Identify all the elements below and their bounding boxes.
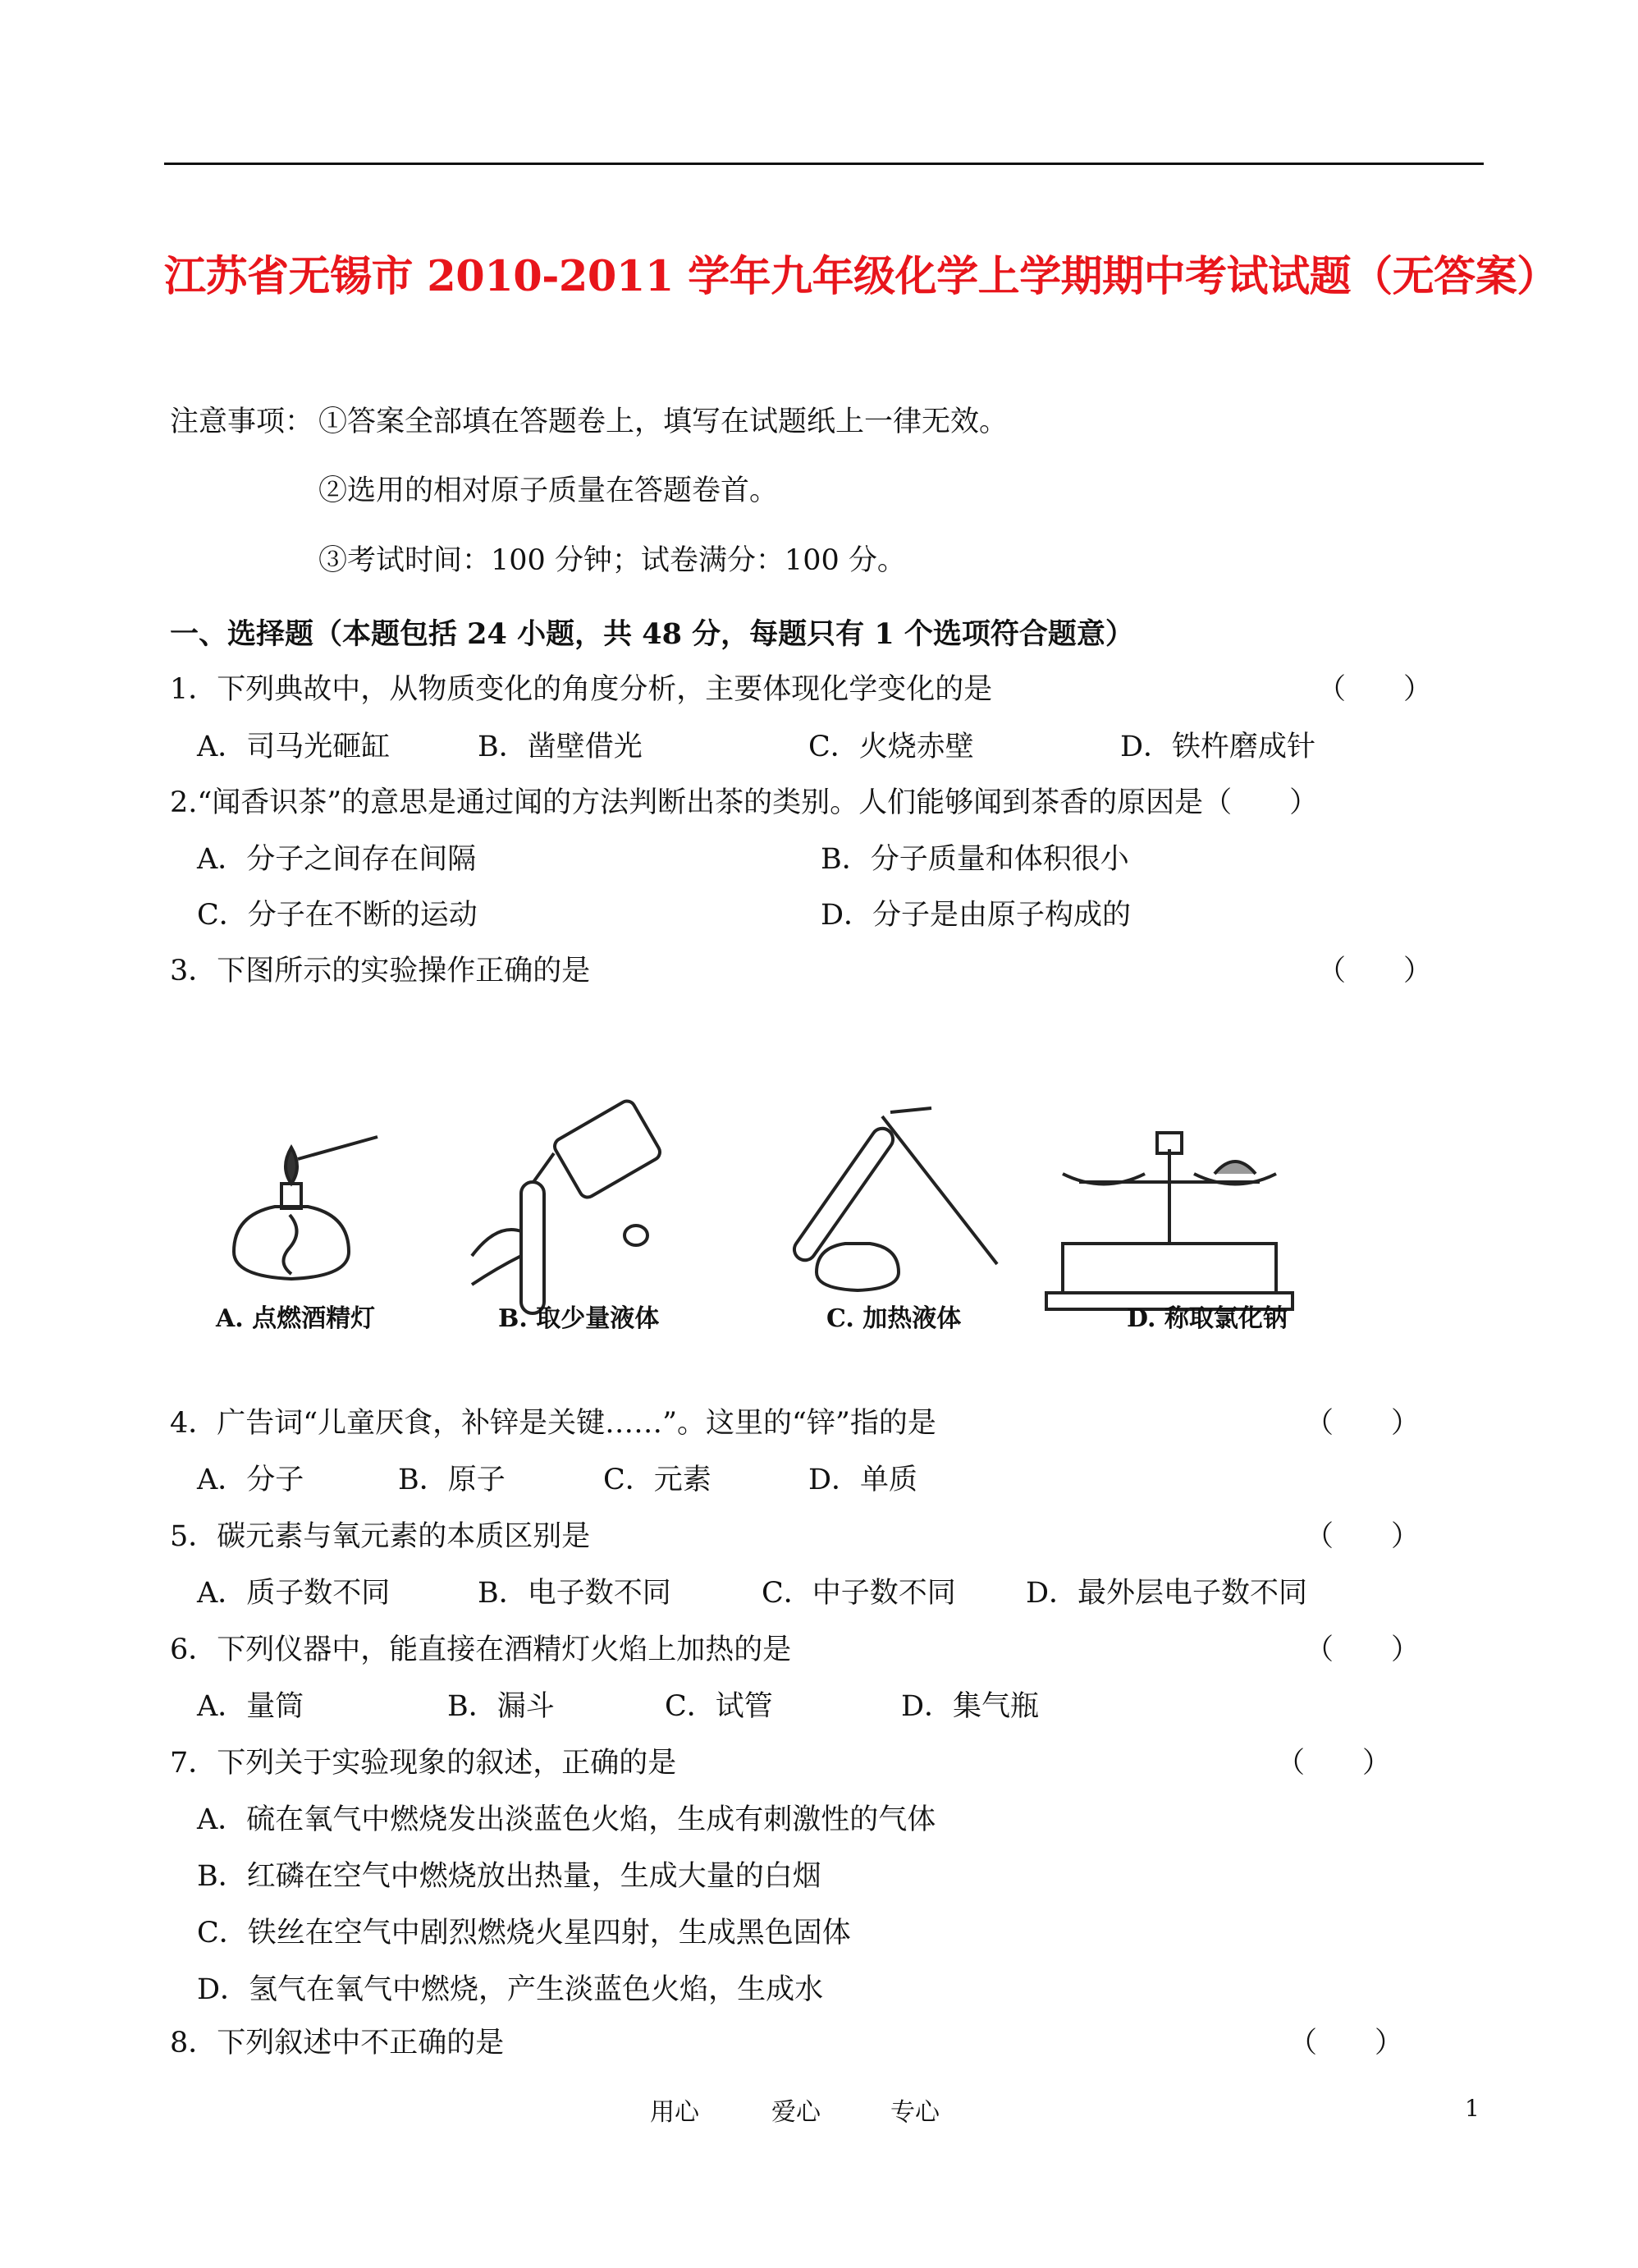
figure-label: C. 加热液体 [826, 1304, 962, 1333]
option: C．铁丝在空气中剧烈燃烧火星四射，生成黑色固体 [197, 1917, 851, 1950]
option: D．集气瓶 [901, 1690, 1040, 1723]
option: A．量筒 [197, 1690, 304, 1723]
pouring-liquid-illustration [472, 1098, 663, 1313]
section-heading: 一、选择题（本题包括 24 小题，共 48 分，每题只有 1 个选项符合题意） [170, 617, 1134, 651]
answer-paren: （ ） [1305, 1407, 1421, 1440]
answer-paren: （ ） [1276, 1747, 1392, 1780]
option: A．司马光砸缸 [197, 731, 391, 763]
notes-label: 注意事项： [170, 405, 314, 438]
answer-paren: （ ） [1305, 1633, 1421, 1666]
option: B．电子数不同 [478, 1577, 671, 1610]
answer-paren: （ ） [1305, 1520, 1421, 1553]
answer-paren: （ ） [1288, 2027, 1404, 2060]
option: A．分子之间存在间隔 [197, 843, 477, 876]
question-stem: 3．下图所示的实验操作正确的是 [170, 955, 591, 987]
answer-paren: （ ） [1317, 955, 1433, 987]
footer-text: 专心 [890, 2098, 940, 2127]
option: C．试管 [665, 1690, 773, 1723]
option: A．分子 [197, 1464, 304, 1496]
option: D．单质 [808, 1464, 918, 1496]
figure-label: D. 称取氯化钠 [1127, 1304, 1288, 1333]
option: B．分子质量和体积很小 [821, 843, 1129, 876]
page-number: 1 [1465, 2095, 1480, 2122]
option: D．分子是由原子构成的 [821, 899, 1132, 932]
alcohol-lamp-illustration [234, 1137, 377, 1279]
question-stem: 6．下列仪器中，能直接在酒精灯火焰上加热的是 [170, 1633, 792, 1666]
question-stem: 4．广告词“儿童厌食，补锌是关键……”。这里的“锌”指的是 [170, 1407, 936, 1440]
figure-label: A. 点燃酒精灯 [216, 1304, 376, 1333]
option: D．铁杵磨成针 [1120, 731, 1316, 763]
option: B．原子 [398, 1464, 506, 1496]
footer-text: 用心 [650, 2098, 699, 2127]
figure-label: B. 取少量液体 [498, 1304, 660, 1333]
option: A．质子数不同 [197, 1577, 391, 1610]
notes-item: ①答案全部填在答题卷上，填写在试题纸上一律无效。 [318, 405, 1009, 438]
option: D．氢气在氧气中燃烧，产生淡蓝色火焰，生成水 [197, 1973, 824, 2006]
question-stem: 7．下列关于实验现象的叙述，正确的是 [170, 1747, 677, 1780]
question-stem: 5．碳元素与氧元素的本质区别是 [170, 1520, 591, 1553]
header-rule [164, 163, 1484, 165]
answer-paren: （ ） [1317, 673, 1433, 706]
option: D．最外层电子数不同 [1026, 1577, 1308, 1610]
balance-illustration [1046, 1133, 1293, 1309]
page-title: 江苏省无锡市 2010-2011 学年九年级化学上学期期中考试试题（无答案） [164, 252, 1558, 301]
notes-item: ②选用的相对原子质量在答题卷首。 [318, 474, 779, 507]
option: C．中子数不同 [762, 1577, 956, 1610]
option: C．火烧赤壁 [808, 731, 974, 763]
question-stem: 8．下列叙述中不正确的是 [170, 2027, 505, 2060]
notes-item: ③考试时间：100 分钟；试卷满分：100 分。 [318, 544, 906, 577]
option: C．分子在不断的运动 [197, 899, 478, 932]
option: B．凿壁借光 [478, 731, 643, 763]
option: A．硫在氧气中燃烧发出淡蓝色火焰，生成有刺激性的气体 [197, 1803, 936, 1836]
option: C．元素 [603, 1464, 711, 1496]
footer-text: 爱心 [771, 2098, 821, 2127]
option: B．红磷在空气中燃烧放出热量，生成大量的白烟 [197, 1860, 821, 1893]
heating-liquid-illustration [790, 1108, 997, 1290]
lab-operations-figure [209, 1092, 1358, 1338]
option: B．漏斗 [447, 1690, 555, 1723]
question-stem: 2.“闻香识茶”的意思是通过闻的方法判断出茶的类别。人们能够闻到茶香的原因是（ ） [170, 786, 1319, 819]
question-stem: 1．下列典故中，从物质变化的角度分析，主要体现化学变化的是 [170, 673, 993, 706]
